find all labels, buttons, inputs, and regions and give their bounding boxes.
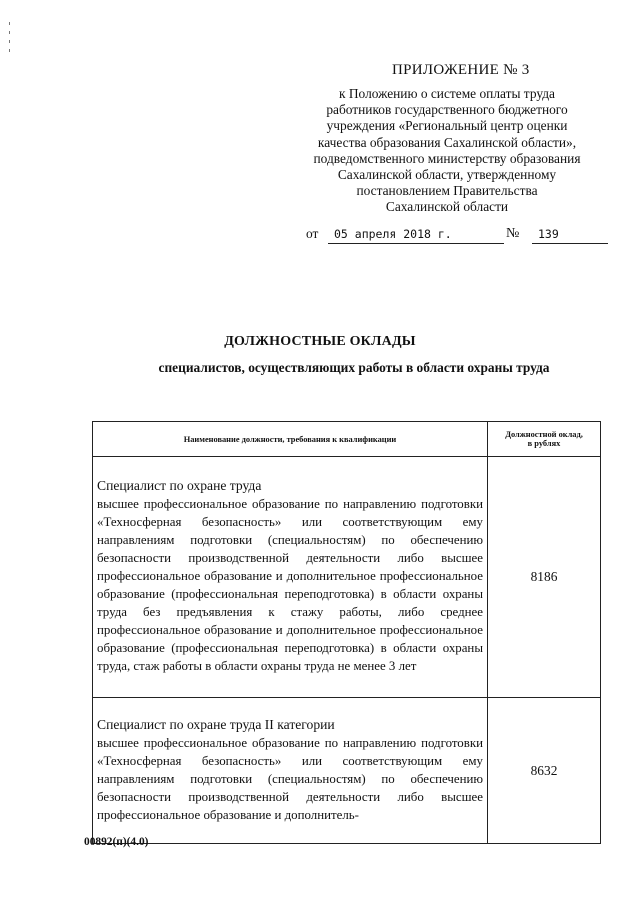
position-title: Специалист по охране труда II категории bbox=[97, 716, 335, 732]
document-code: 00892(п)(4.0) bbox=[84, 836, 149, 848]
appendix-line: работников государственного бюджетного bbox=[326, 102, 568, 118]
appendix-line: к Положению о системе оплаты труда bbox=[339, 86, 555, 101]
resolution-date-number bbox=[306, 226, 606, 246]
appendix-heading: ПРИЛОЖЕНИЕ № 3 bbox=[392, 62, 530, 78]
resolution-number: 139 bbox=[532, 226, 608, 244]
margin-marks bbox=[9, 22, 11, 62]
salary-table bbox=[92, 421, 601, 844]
position-requirements: высшее профессиональное образование по направлению подготовки «Техносферная безопасность» или соответствующим ему направлениям подготовки (специальностям) по обеспечению безопасности производственной деятельности либо высшее профессиональное образование и дополнительное профессиональное образование (профессиональная переподготовка) в области охраны труда без предъявления к стажу работы, либо среднее профессиональное образование и дополнительное профессиональное образование (профессиональная переподготовка) в области охраны труда, стаж работы в области охраны труда не менее 3 лет bbox=[97, 497, 483, 673]
position-cell bbox=[93, 698, 488, 844]
table-row bbox=[93, 698, 601, 844]
appendix-line: качества образования Сахалинской области», bbox=[317, 134, 577, 150]
table-row bbox=[93, 457, 601, 698]
appendix-approval-text bbox=[282, 86, 612, 216]
salary-cell: 8632 bbox=[488, 698, 601, 844]
resolution-date: 05 апреля 2018 г. bbox=[328, 226, 504, 244]
date-prefix: от bbox=[306, 226, 319, 241]
position-title: Специалист по охране труда bbox=[97, 478, 262, 493]
appendix-line: Сахалинской области bbox=[385, 199, 509, 215]
appendix-line: учреждения «Региональный центр оценки bbox=[326, 118, 568, 134]
number-prefix: № bbox=[506, 226, 520, 241]
appendix-line: Сахалинской области, утвержденному bbox=[337, 167, 557, 183]
header-salary-line: в рублях bbox=[527, 439, 561, 448]
header-position-name: Наименование должности, требования к квалификации bbox=[93, 422, 488, 457]
appendix-line: постановлением Правительства bbox=[356, 183, 538, 199]
document-subtitle: специалистов, осуществляющих работы в области охраны труда bbox=[158, 360, 550, 375]
position-requirements: высшее профессиональное образование по направлению подготовки «Техносферная безопасность» или соответствующим ему направлениям подготовки (специальностям) по обеспечению безопасности производственной деятельности либо высшее профессиональное образование и дополнитель- bbox=[97, 735, 483, 822]
appendix-line: подведомственного министерству образования bbox=[313, 150, 581, 166]
table-header-row bbox=[93, 422, 601, 457]
position-cell bbox=[93, 457, 488, 698]
header-salary bbox=[488, 422, 601, 457]
document-title: ДОЛЖНОСТНЫЕ ОКЛАДЫ bbox=[224, 334, 416, 349]
header-salary-line: Должностной оклад, bbox=[505, 430, 583, 439]
salary-cell: 8186 bbox=[488, 457, 601, 698]
